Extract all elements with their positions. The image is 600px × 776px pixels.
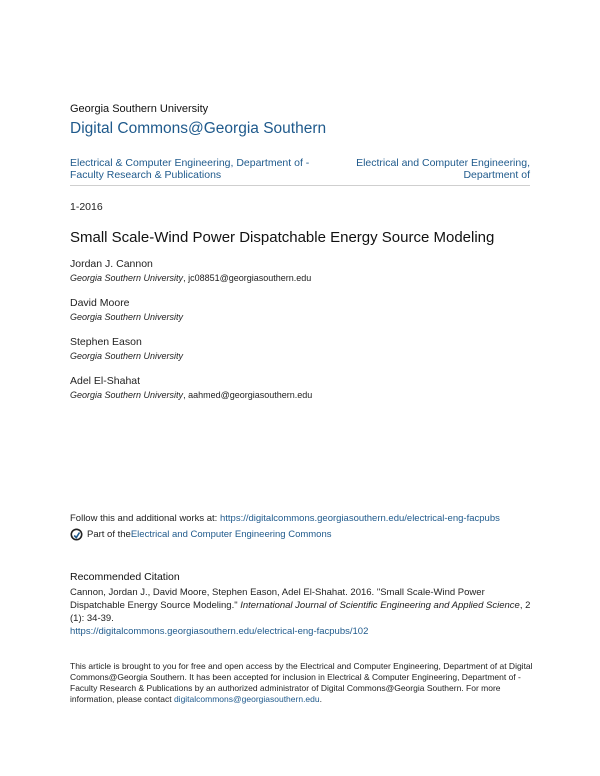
author-name: Stephen Eason [70,336,142,348]
notice-text: This article is brought to you for free and open access by the Electrical and Computer Engineering, Department of at Digital Commons@Georgia Southern. It has been accepted for inclusion in Electrical & Computer Engineering, Department of - Faculty Research & Publications by an authorized administrator of Digital Commons@Georgia Southern. For more information, please contact [70,661,533,704]
follow-line [70,513,500,524]
author-name: David Moore [70,297,130,309]
author-email: , jc08851@georgiasouthern.edu [183,273,312,283]
header-divider [70,185,530,186]
author-affiliation [70,351,540,361]
affiliation-text: Georgia Southern University [70,351,184,361]
follow-prefix: Follow this and additional works at: [70,513,220,524]
citation-heading: Recommended Citation [70,571,180,583]
author-list [70,258,540,414]
part-of-prefix: Part of the [87,529,131,540]
author-affiliation [70,390,540,400]
author-entry [70,297,540,322]
author-entry [70,336,540,361]
repository-title-link[interactable]: Digital Commons@Georgia Southern [70,120,327,137]
contact-email-link[interactable]: digitalcommons@georgiasouthern.edu [173,694,320,704]
part-of-line [70,528,332,541]
collection-link-faculty-research[interactable]: Electrical & Computer Engineering, Department of - Faculty Research & Publications [70,157,310,181]
citation-journal: International Journal of Scientific Engineering and Applied Science [240,600,520,611]
affiliation-text: Georgia Southern University [70,390,184,400]
citation-volume: , 2 (1): 34-39. [70,600,531,624]
author-email: , aahmed@georgiasouthern.edu [183,390,313,400]
author-entry [70,375,540,400]
notice-end: . [319,694,322,704]
publication-date: 1-2016 [70,201,103,213]
collection-url-link[interactable]: https://digitalcommons.georgiasouthern.edu/electrical-eng-facpubs [219,513,500,524]
access-notice [70,661,540,705]
author-affiliation [70,273,540,283]
creative-commons-icon [70,528,83,541]
citation-url-link[interactable]: https://digitalcommons.georgiasouthern.edu/electrical-eng-facpubs/102 [70,626,369,637]
collection-link-department[interactable]: Electrical and Computer Engineering, Department of [356,157,530,181]
author-name: Adel El-Shahat [70,375,141,387]
commons-link[interactable]: Electrical and Computer Engineering Commons [130,529,332,540]
citation-text [70,586,535,638]
author-name: Jordan J. Cannon [70,258,153,270]
affiliation-text: Georgia Southern University [70,273,184,283]
author-entry [70,258,540,283]
paper-title: Small Scale-Wind Power Dispatchable Energy Source Modeling [70,229,495,246]
affiliation-text: Georgia Southern University [70,312,184,322]
institution-name: Georgia Southern University [70,103,209,115]
author-affiliation [70,312,540,322]
citation-authors-title: Cannon, Jordan J., David Moore, Stephen Eason, Adel El-Shahat. 2016. "Small Scale-Wind Power Dispatchable Energy Source Modeling." [70,587,485,611]
